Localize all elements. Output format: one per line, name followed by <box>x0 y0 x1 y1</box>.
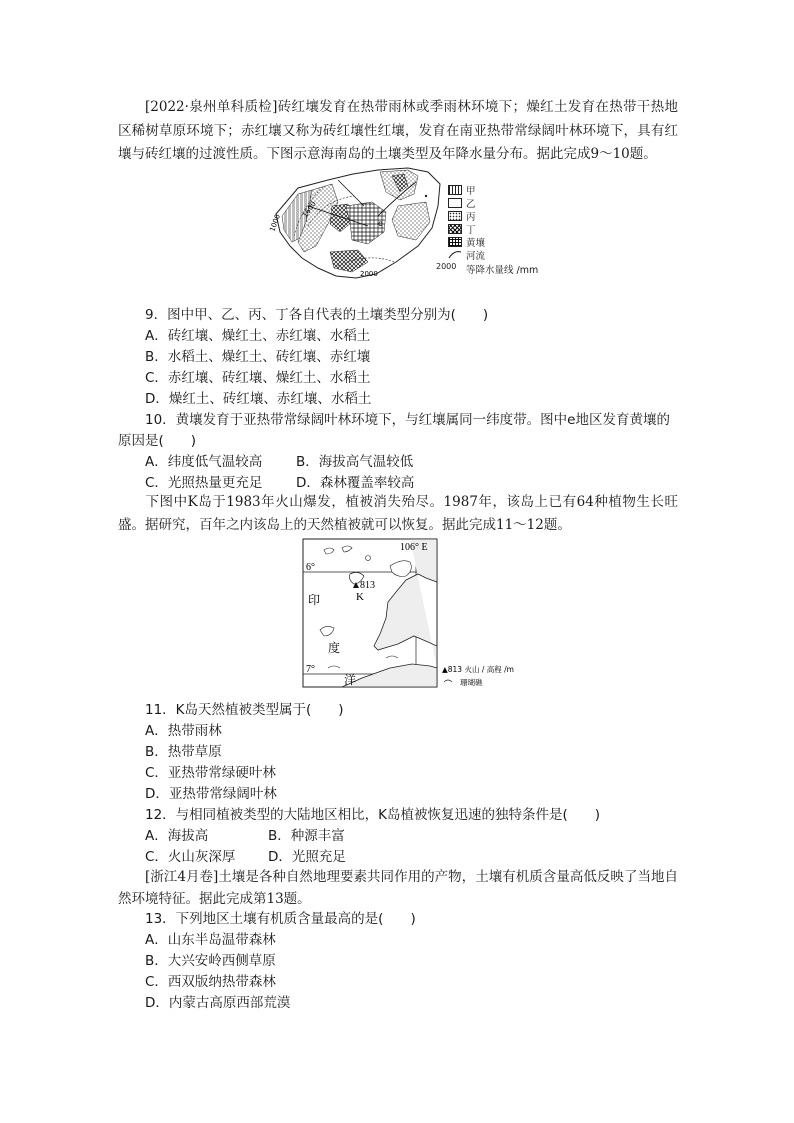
question-9-option-c[interactable]: C．赤红壤、砖红壤、燥红土、水稻土 <box>145 370 371 386</box>
legend-label-isohyet: 等降水量线 /mm <box>466 265 539 276</box>
question-9-stem: 9．图中甲、乙、丙、丁各自代表的土壤类型分别为( ) <box>145 307 489 323</box>
question-10-stem <box>118 410 678 452</box>
sea-label-du: 度 <box>328 641 341 655</box>
question-13-stem: 13．下列地区土壤有机质含量最高的是( ) <box>145 911 416 927</box>
question-11-option-c[interactable]: C．亚热带常绿硬叶林 <box>145 765 276 781</box>
isohyet-label-2000: 2000 <box>360 270 378 278</box>
isohyet-label-1600: 1600 <box>301 199 318 220</box>
question-10-option-c[interactable]: C．光照热量更充足 <box>145 475 263 491</box>
question-13-option-d[interactable]: D．内蒙古高原西部荒漠 <box>145 995 291 1011</box>
point-label-e: e <box>378 219 383 228</box>
intro-paragraph-2 <box>118 491 678 537</box>
isohyet-label-1000: 1000 <box>268 213 282 233</box>
longitude-label: 106° E <box>400 542 428 553</box>
legend-label-jia: 甲 <box>466 186 476 197</box>
legend-swatch-bing <box>448 211 462 221</box>
source-tag-3: [浙江4月卷] <box>145 869 219 885</box>
river-symbol-icon <box>448 249 462 259</box>
legend-label-yi: 乙 <box>466 199 476 210</box>
question-10-option-a[interactable]: A．纬度低气温较高 <box>145 454 263 470</box>
legend-swatch-yi <box>448 198 462 208</box>
question-9-option-b[interactable]: B．水稻土、燥红土、砖红壤、赤红壤 <box>145 349 371 365</box>
intro-3-text: 土壤是各种自然地理要素共同作用的产物，土壤有机质含量高低反映了当地自然环境特征。据此完成第13题。 <box>118 869 679 907</box>
k-island-label: K <box>356 591 364 603</box>
legend-label-river: 河流 <box>466 251 486 262</box>
question-13-option-a[interactable]: A．山东半岛温带森林 <box>145 932 276 948</box>
question-13-option-b[interactable]: B．大兴安岭西侧草原 <box>145 953 276 969</box>
intro-paragraph-3 <box>118 866 678 910</box>
source-tag: [2022·泉州单科质检] <box>145 99 278 115</box>
question-10-text: 10．黄壤发育于亚热带常绿阔叶林环境下，与红壤属同一纬度带。图中e地区发育黄壤的原因是( ) <box>118 412 670 449</box>
k-island-map <box>302 538 532 688</box>
latitude-6-label: 6° <box>306 562 315 573</box>
legend-swatch-jia <box>448 185 462 195</box>
legend-label-huangrang: 黄壤 <box>466 238 486 249</box>
question-11-option-d[interactable]: D．亚热带常绿阔叶林 <box>145 786 277 802</box>
question-12-stem: 12．与相同植被类型的大陆地区相比，K岛植被恢复迅速的独特条件是( ) <box>145 807 601 823</box>
sea-label-yang: 洋 <box>344 673 357 687</box>
hainan-soil-map <box>268 166 558 284</box>
question-12-option-c[interactable]: C．火山灰深厚 <box>145 849 236 865</box>
question-11-stem: 11．K岛天然植被类型属于( ) <box>145 702 344 718</box>
islet-3 <box>366 556 371 561</box>
legend-volcano: ▲813 火山 / 高程 /m <box>442 665 514 674</box>
islet <box>425 195 427 197</box>
legend-label-bing: 丙 <box>466 212 476 223</box>
legend-label-ding: 丁 <box>466 225 476 236</box>
question-11-option-a[interactable]: A．热带雨林 <box>145 723 222 739</box>
question-13-option-c[interactable]: C．西双版纳热带森林 <box>145 974 276 990</box>
legend-swatch-huangrang <box>448 237 462 247</box>
legend-swatch-ding <box>448 224 462 234</box>
question-12-option-a[interactable]: A．海拔高 <box>145 828 209 844</box>
k-island-map-svg <box>302 538 532 688</box>
question-12-option-d[interactable]: D．光照充足 <box>268 849 346 865</box>
peak-elevation-label: 813 <box>360 580 375 591</box>
intro-2-text: 下图中K岛于1983年火山爆发，植被消失殆尽。1987年，该岛上已有64种植物生长旺盛。据研究，百年之内该岛上的天然植被就可以恢复。据此完成11～12题。 <box>118 494 678 533</box>
question-12-option-b[interactable]: B．种源丰富 <box>268 828 345 844</box>
latitude-7-label: 7° <box>306 664 315 675</box>
legend-reef: 珊瑚礁 <box>460 678 483 687</box>
question-10-option-d[interactable]: D．森林覆盖率较高 <box>296 475 415 491</box>
question-9-option-d[interactable]: D．燥红土、砖红壤、赤红壤、水稻土 <box>145 391 372 407</box>
intro-paragraph-1 <box>118 96 678 167</box>
question-9-option-a[interactable]: A．砖红壤、燥红土、赤红壤、水稻土 <box>145 328 371 344</box>
map1-legend <box>436 184 558 284</box>
legend-isohyet-sample: 2000 <box>436 262 457 271</box>
reef-symbol-icon <box>444 680 452 682</box>
question-10-option-b[interactable]: B．海拔高气温较低 <box>296 454 414 470</box>
sea-label-yin: 印 <box>308 593 321 607</box>
question-11-option-b[interactable]: B．热带草原 <box>145 744 222 760</box>
intro-text: 砖红壤发育在热带雨林或季雨林环境下；燥红土发育在热带干热地区稀树草原环境下；赤红壤又称为砖红壤性红壤，发育在南亚热带常绿阔叶林环境下，具有红壤与砖红壤的过渡性质。下图示意海南岛的土壤类型及年降水量分布。据此完成9～10题。 <box>118 99 679 162</box>
